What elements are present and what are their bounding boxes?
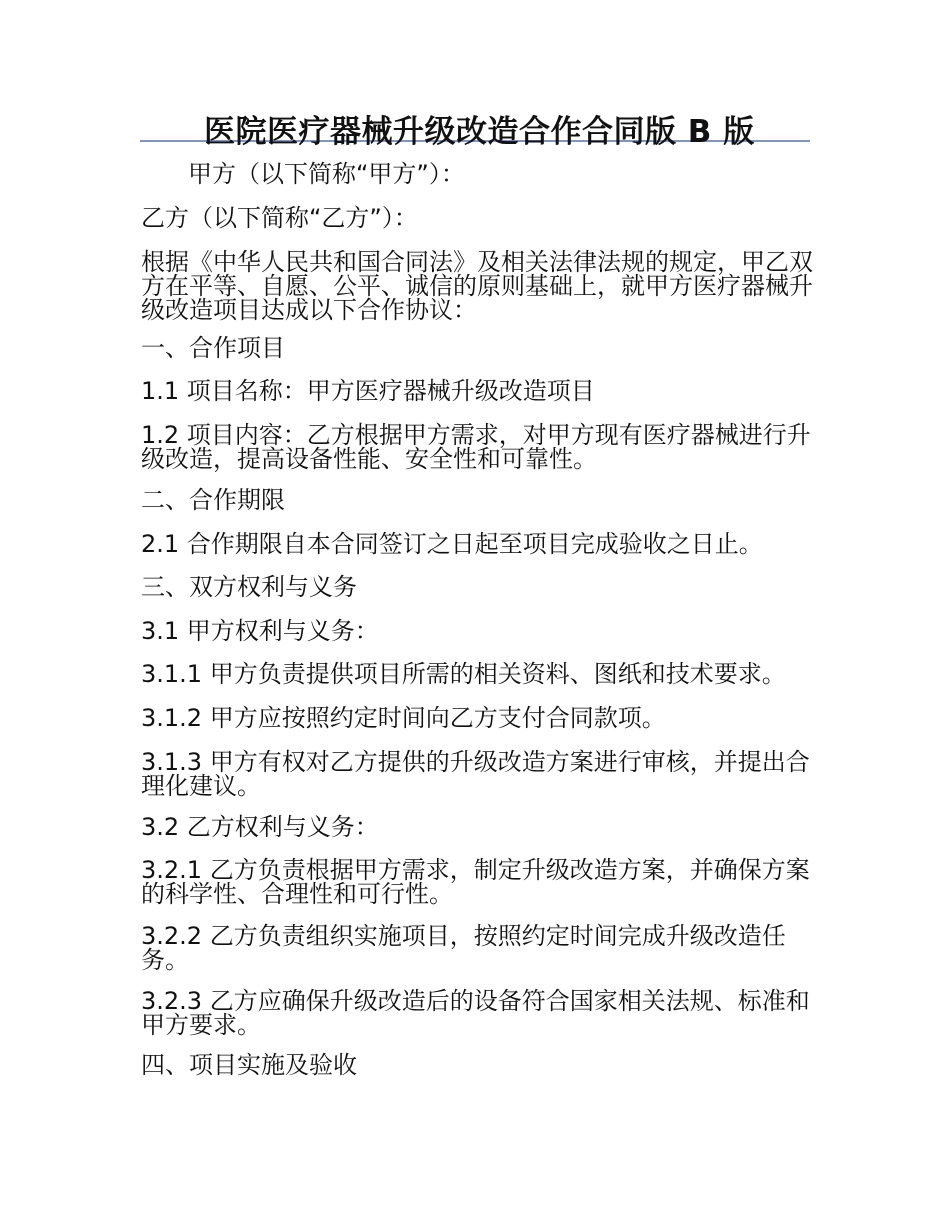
clause-3-1-2: 3.1.2 甲方应按照约定时间向乙方支付合同款项。	[141, 704, 666, 732]
document-title: 医院医疗器械升级改造合作合同版 B 版	[204, 114, 755, 150]
party-a-line: 甲方（以下简称“甲方”）：	[188, 160, 465, 188]
section-2-heading: 二、合作期限	[141, 486, 285, 514]
title-block	[140, 100, 810, 150]
clause-3-2-3: 3.2.3 乙方应确保升级改造后的设备符合国家相关法规、标准和甲方要求。	[141, 987, 810, 1039]
preamble-paragraph: 根据《中华人民共和国合同法》及相关法律法规的规定，甲乙双方在平等、自愿、公平、诚信的原则基础上，就甲方医疗器械升级改造项目达成以下合作协议：	[141, 248, 813, 324]
section-4-heading: 四、项目实施及验收	[141, 1051, 357, 1079]
clause-3-1: 3.1 甲方权利与义务：	[141, 617, 379, 645]
section-1-heading: 一、合作项目	[141, 334, 285, 362]
clause-1-1: 1.1 项目名称：甲方医疗器械升级改造项目	[141, 377, 595, 405]
clause-3-2-1: 3.2.1 乙方负责根据甲方需求，制定升级改造方案，并确保方案的科学性、合理性和可行性。	[141, 856, 810, 908]
clause-3-1-3: 3.1.3 甲方有权对乙方提供的升级改造方案进行审核，并提出合理化建议。	[141, 748, 810, 800]
clause-3-1-1: 3.1.1 甲方负责提供项目所需的相关资料、图纸和技术要求。	[141, 660, 786, 688]
clause-3-2: 3.2 乙方权利与义务：	[141, 813, 379, 841]
clause-1-2: 1.2 项目内容：乙方根据甲方需求，对甲方现有医疗器械进行升级改造，提高设备性能、安全性和可靠性。	[141, 421, 811, 473]
section-3-heading: 三、双方权利与义务	[141, 573, 357, 601]
clause-2-1: 2.1 合作期限自本合同签订之日起至项目完成验收之日止。	[141, 530, 763, 558]
clause-3-2-2: 3.2.2 乙方负责组织实施项目，按照约定时间完成升级改造任务。	[141, 922, 786, 974]
party-b-line: 乙方（以下简称“乙方”）：	[141, 204, 418, 232]
